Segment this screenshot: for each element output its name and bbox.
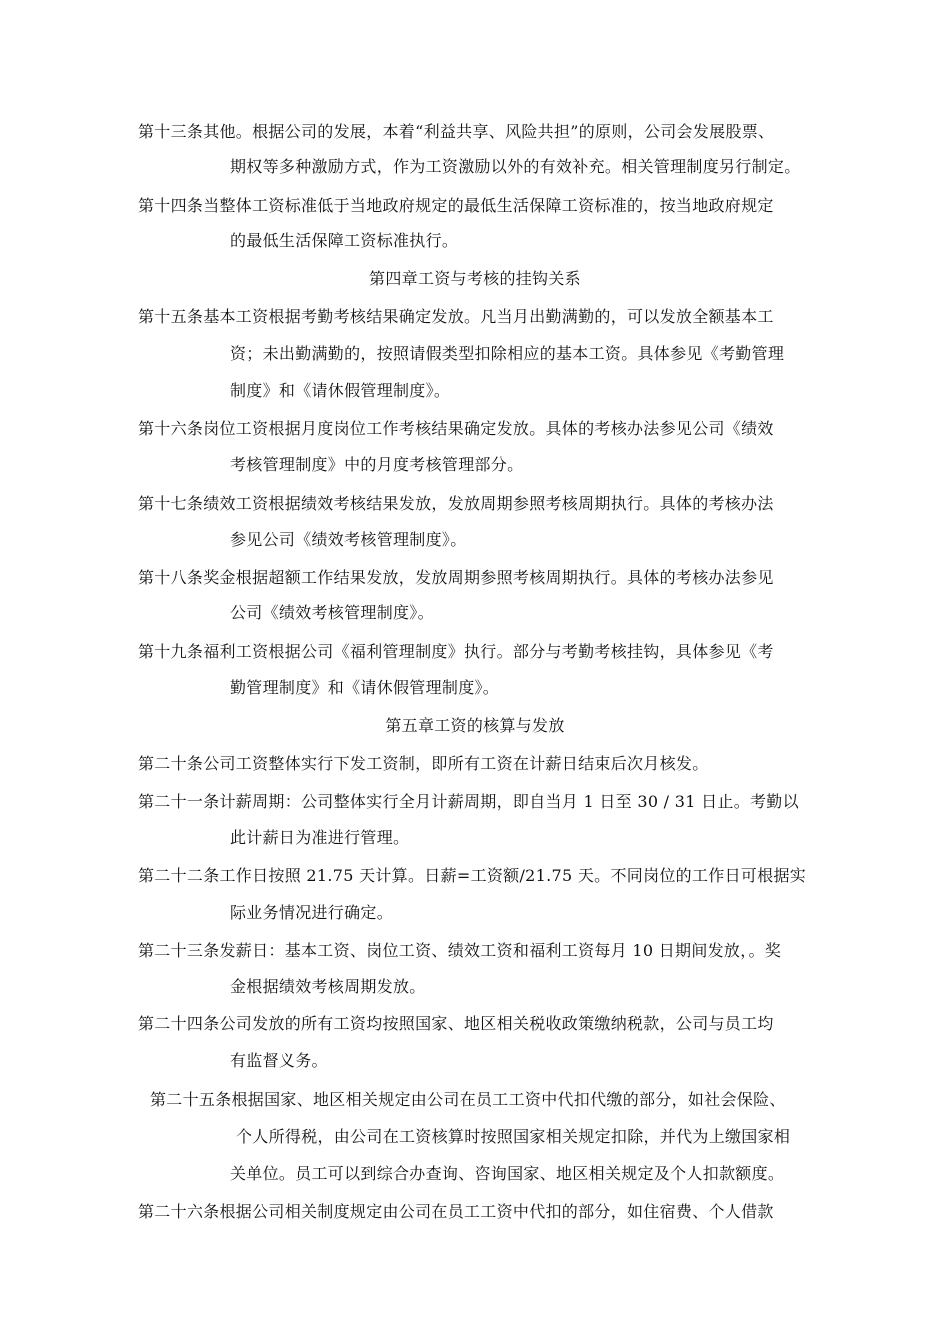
article-25-line-1: 第二十五条根据国家、地区相关规定由公司在员工工资中代扣代缴的部分，如社会保险、 [150,1090,786,1109]
article-13-line-2: 期权等多种激励方式，作为工资激励以外的有效补充。相关管理制度另行制定。 [230,157,801,176]
article-23-line-1: 第二十三条发薪日：基本工资、岗位工资、绩效工资和福利工资每月 10 日期间发放，。奖 [138,941,782,960]
article-26-line-1: 第二十六条根据公司相关制度规定由公司在员工工资中代扣的部分，如住宿费、个人借款 [138,1202,774,1221]
article-17-line-1: 第十七条绩效工资根据绩效考核结果发放，发放周期参照考核周期执行。具体的考核办法 [138,494,774,513]
article-21-line-2: 此计薪日为准进行管理。 [230,828,410,847]
article-18-line-2: 公司《绩效考核管理制度》。 [230,603,434,622]
chapter-4-heading: 第四章工资与考核的挂钩关系 [369,269,581,288]
article-21-line-1: 第二十一条计薪周期：公司整体实行全月计薪周期，即自当月 1 日至 30 / 31 日止。考勤以 [138,792,799,811]
article-25-line-3: 关单位。员工可以到综合办查询、咨询国家、地区相关规定及个人扣款额度。 [230,1164,785,1183]
article-25-line-2: 个人所得税，由公司在工资核算时按照国家相关规定扣除，并代为上缴国家相 [236,1127,791,1146]
article-15-line-3: 制度》和《请休假管理制度》。 [230,381,451,400]
article-20-line-1: 第二十条公司工资整体实行下发工资制，即所有工资在计薪日结束后次月核发。 [138,754,709,773]
article-13-line-1: 第十三条其他。根据公司的发展，本着“利益共享、风险共担”的原则，公司会发展股票、 [138,122,775,141]
article-15-line-1: 第十五条基本工资根据考勤考核结果确定发放。凡当月出勤满勤的，可以发放全额基本工 [138,307,774,326]
article-23-line-2: 金根据绩效考核周期发放。 [230,977,426,996]
article-22-line-2: 际业务情况进行确定。 [230,903,394,922]
chapter-5-heading: 第五章工资的核算与发放 [385,716,565,735]
article-19-line-1: 第十九条福利工资根据公司《福利管理制度》执行。部分与考勤考核挂钩，具体参见《考 [138,642,774,661]
article-15-line-2: 资；未出勤满勤的，按照请假类型扣除相应的基本工资。具体参见《考勤管理 [230,344,785,363]
article-24-line-2: 有监督义务。 [230,1051,328,1070]
article-18-line-1: 第十八条奖金根据超额工作结果发放，发放周期参照考核周期执行。具体的考核办法参见 [138,568,774,587]
article-16-line-1: 第十六条岗位工资根据月度岗位工作考核结果确定发放。具体的考核办法参见公司《绩效 [138,419,774,438]
article-14-line-2: 的最低生活保障工资标准执行。 [230,231,459,250]
article-22-line-1: 第二十二条工作日按照 21.75 天计算。日薪=工资额/21.75 天。不同岗位的工作日可根据实 [138,866,807,885]
article-16-line-2: 考核管理制度》中的月度考核管理部分。 [230,455,524,474]
article-24-line-1: 第二十四条公司发放的所有工资均按照国家、地区相关税收政策缴纳税款，公司与员工均 [138,1014,774,1033]
article-19-line-2: 勤管理制度》和《请休假管理制度》。 [230,678,500,697]
article-17-line-2: 参见公司《绩效考核管理制度》。 [230,530,467,549]
article-14-line-1: 第十四条当整体工资标准低于当地政府规定的最低生活保障工资标准的，按当地政府规定 [138,196,774,215]
